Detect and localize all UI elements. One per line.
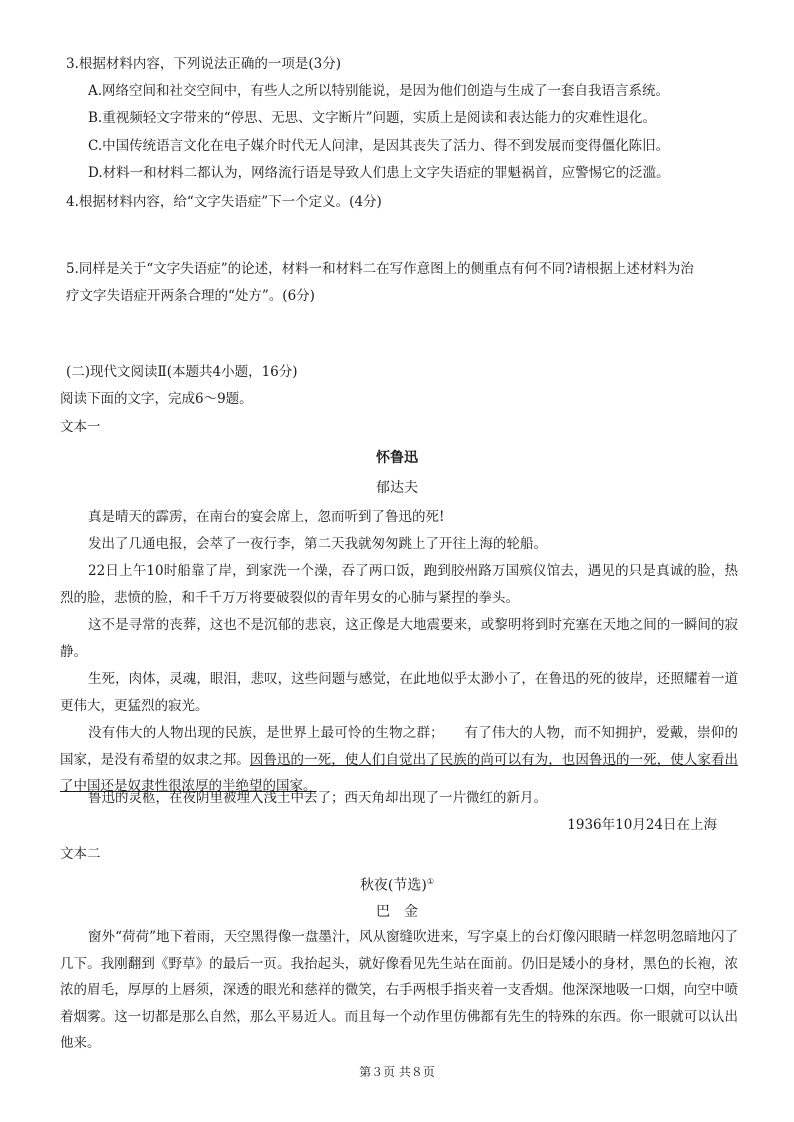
text1-paragraph-4: 这不是寻常的丧葬，这也不是沉郁的悲哀，这正像是大地震要来，或黎明将到时充塞在天地之间的一瞬间的寂静。 [60,617,738,660]
section-header: (二)现代文阅读Ⅱ(本题共4小题，16分) [66,364,298,380]
q3-option-a: A.网络空间和社交空间中，有些人之所以特别能说，是因为他们创造与生成了一套自我语言系统。 [88,83,670,99]
text2-title-wrap [0,872,794,896]
text1-title: 怀鲁迅 [376,450,418,466]
page-number: 第３页 共８页 [359,1065,435,1079]
text2-title: 秋夜(节选) [359,877,427,894]
text2-label: 文本二 [60,846,101,862]
text1-underlined-sentence: 因鲁迅的一死，使人们自觉出了民族的尚可以有为，也因鲁迅的一死，使人家看出了中国还是奴隶性很浓厚的半绝望的国家。 [60,751,739,794]
text1-date: 1936年10月24日在上海 [567,817,717,833]
q3-option-c: C.中国传统语言文化在电子媒介时代无人问津，是因其丧失了活力、得不到发展而变得僵化陈旧。 [88,138,670,154]
footnote-mark: ① [426,877,435,886]
text2-author: 巴 金 [376,904,418,920]
text1-author: 郁达夫 [376,480,418,496]
q3-option-d: D.材料一和材料二都认为，网络流行语是导致人们患上文字失语症的罪魁祸首，应警惕它的泛滥。 [88,165,670,181]
q5-stem-line2: 疗文字失语症开两条合理的“处方”。(6分) [66,288,315,304]
text1-paragraph-7: 鲁迅的灵柩，在夜阴里被埋入浅土中去了；西天角却出现了一片微红的新月。 [88,790,547,806]
text1-paragraph-1: 真是晴天的霹雳，在南台的宴会席上，忽而听到了鲁迅的死! [88,509,445,525]
q3-option-b: B.重视频轻文字带来的“停思、无思、文字断片”问题，实质上是阅读和表达能力的灾难性退化。 [88,110,657,126]
text1-paragraph-3: 22日上午10时船靠了岸，到家洗一个澡，吞了两口饭，跑到胶州路万国殡仪馆去，遇见的只是真诚的脸，热烈的脸，悲愤的脸，和千千万万将要破裂似的青年男女的心肺与紧捏的拳头。 [60,563,738,606]
text1-label: 文本一 [60,419,101,435]
q5-stem-line1: 5.同样是关于“文字失语症”的论述，材料一和材料二在写作意图上的侧重点有何不同?请根据上述材料为治 [66,261,694,277]
section-instruction: 阅读下面的文字，完成6～9题。 [60,391,253,407]
text1-paragraph-2: 发出了几通电报，会萃了一夜行李，第二天我就匆匆跳上了开往上海的轮船。 [88,536,547,552]
text2-paragraph-1: 窗外“荷荷”地下着雨，天空黑得像一盘墨汁，风从窗缝吹进来，写字桌上的台灯像闪眼睛一样忽明忽暗地闪了几下。我刚翻到《野草》的最后一页。我抬起头，就好像看见先生站在面前。仍旧是矮小的身材，黑色的长袍，浓浓的眉毛，厚厚的上唇须，深透的眼光和慈祥的微笑，右手两根手指夹着一支香烟。他深深地吸一口烟，向空中喷着烟雾。这一切都是那么自然，那么平易近人。而且每一个动作里仿佛都有先生的特殊的东西。你一眼就可以认出他来。 [60,929,738,1051]
q4-stem: 4.根据材料内容，给“文字失语症”下一个定义。(4分) [66,194,382,210]
q3-stem: 3.根据材料内容，下列说法正确的一项是(3分) [66,56,342,72]
text1-paragraph-5: 生死，肉体，灵魂，眼泪，悲叹，这些问题与感觉，在此地似乎太渺小了，在鲁迅的死的彼岸，还照耀着一道更伟大，更猛烈的寂光。 [60,671,738,714]
text1-paragraph-6-plain: 没有伟大的人物出现的民族，是世界上最可怜的生物之群； 有了伟大的人物，而不知拥护，爱戴，崇仰的国家，是没有希望的奴隶之邦。 [60,725,738,768]
